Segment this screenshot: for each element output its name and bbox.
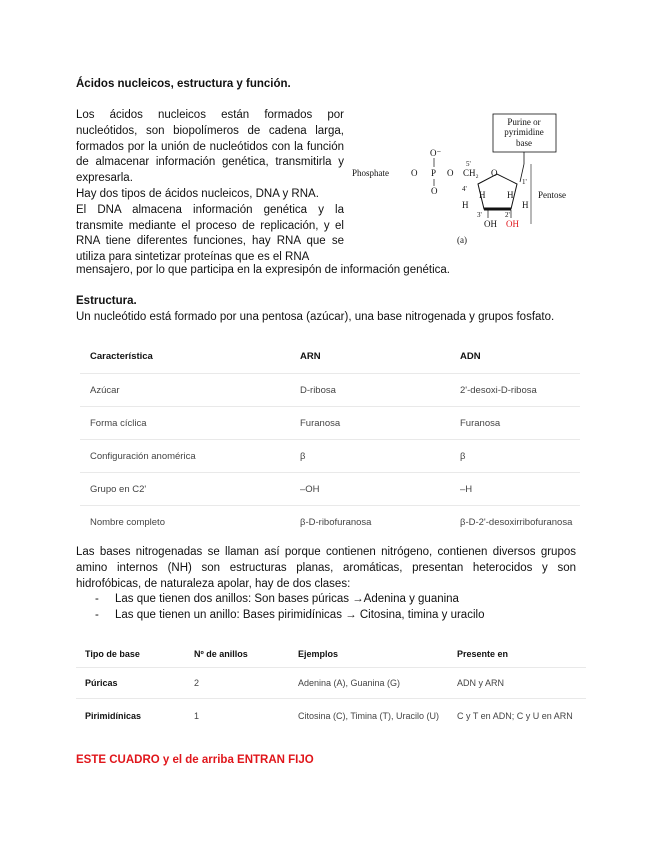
o-bridge-label: O	[447, 168, 454, 178]
table-cell: β-D-ribofuranosa	[290, 506, 450, 539]
c4-label: 4'	[462, 185, 467, 193]
o-bottom-label: O	[431, 186, 438, 196]
list-item	[76, 592, 576, 608]
bullet-dash: -	[95, 609, 99, 622]
table-cell: Forma cíclica	[80, 407, 290, 440]
header-ejemplos: Ejemplos	[298, 648, 339, 659]
bullet-dash: -	[95, 593, 99, 606]
bases-table	[76, 640, 586, 733]
o-minus-label: O⁻	[430, 148, 442, 158]
table-cell: Azúcar	[80, 374, 290, 407]
table-cell: β	[290, 440, 450, 473]
table-cell: Furanosa	[290, 407, 450, 440]
list-item	[76, 608, 576, 624]
table-cell: –H	[450, 473, 580, 506]
table-header-row	[80, 340, 580, 374]
header-numero-anillos: Nº de anillos	[194, 648, 248, 659]
structure-heading: Estructura.	[76, 295, 137, 307]
o-left-label: O	[411, 168, 418, 178]
table-cell: D-ribosa	[290, 374, 450, 407]
table-cell: β-D-2'-desoxirribofuranosa	[450, 506, 580, 539]
h-c2-label: H	[522, 200, 529, 210]
footer-note: ESTE CUADRO y el de arriba ENTRAN FIJO	[76, 754, 314, 766]
table-row	[80, 440, 580, 473]
intro-text-tail: mensajero, por lo que participa en la expresipón de información genética.	[76, 264, 450, 276]
table-row	[80, 473, 580, 506]
table-cell: C y T en ADN; C y U en ARN	[448, 699, 586, 734]
header-arn: ARN	[300, 351, 321, 362]
table-header-row	[76, 640, 586, 668]
table-row	[80, 374, 580, 407]
table-cell: Configuración anomérica	[80, 440, 290, 473]
c1-label: 1'	[522, 178, 527, 186]
table-cell: Púricas	[76, 668, 185, 699]
header-caracteristica: Característica	[90, 351, 153, 362]
header-presente-en: Presente en	[457, 648, 509, 659]
table-cell: 2	[185, 668, 289, 699]
base-box-line2: pyrimidine	[504, 127, 544, 137]
c3-label: 3'	[477, 211, 482, 219]
table-row	[76, 699, 586, 734]
figure-caption: (a)	[457, 235, 467, 245]
header-tipo-de-base: Tipo de base	[85, 648, 140, 659]
h-c1-label: H	[507, 190, 514, 200]
structure-text: Un nucleótido está formado por una pentosa (azúcar), una base nitrogenada y grupos fosfato.	[76, 311, 555, 323]
base-box-line1: Purine or	[507, 117, 541, 127]
intro-text-1: Los ácidos nucleicos están formados por nucleótidos, son biopolímeros de cadena larga, formados por la unión de nucleótidos con la función de almacenar información genética, transmitirla y expresarla.	[76, 109, 344, 185]
table-cell: –OH	[290, 473, 450, 506]
bases-list	[76, 592, 576, 624]
table-row	[76, 668, 586, 699]
bases-section	[76, 545, 576, 624]
list-item-text: Las que tienen un anillo: Bases pirimidínicas → Citosina, timina y uracilo	[115, 609, 485, 622]
h-c3-label: H	[462, 200, 469, 210]
sugar-comparison-table	[80, 340, 580, 538]
base-box-line3: base	[516, 138, 532, 148]
phosphorus-label: P	[431, 168, 437, 178]
list-item-text: Las que tienen dos anillos: Son bases púricas →Adenina y guanina	[115, 593, 459, 606]
table-cell: Furanosa	[450, 407, 580, 440]
c2-label: 2'	[505, 211, 510, 219]
phosphate-label: Phosphate	[352, 168, 389, 178]
table-cell: Adenina (A), Guanina (G)	[289, 668, 448, 699]
ring-o-label: O	[491, 168, 498, 178]
table-cell: 2'-desoxi-D-ribosa	[450, 374, 580, 407]
h-c4-label: H	[479, 190, 486, 200]
nucleotide-diagram	[350, 112, 566, 248]
table-cell: β	[450, 440, 580, 473]
c5-label: 5'	[466, 160, 471, 168]
table-cell: 1	[185, 699, 289, 734]
pentose-label: Pentose	[538, 190, 566, 200]
header-adn: ADN	[460, 351, 481, 362]
intro-paragraph	[76, 108, 344, 266]
table-cell: Citosina (C), Timina (T), Uracilo (U)	[289, 699, 448, 734]
bases-paragraph: Las bases nitrogenadas se llaman así porque contienen nitrógeno, contienen diversos grupos amino internos (NH) son estructuras planas, aromáticas, presentan heterocidos y son hidrofóbicas, de naturaleza apolar, hay de dos clases:	[76, 546, 576, 590]
intro-text-2: Hay dos tipos de ácidos nucleicos, DNA y RNA.	[76, 187, 319, 200]
oh-c2-label: OH	[506, 219, 519, 229]
table-row	[80, 506, 580, 539]
table-row	[80, 407, 580, 440]
ch2-label: CH₂	[463, 168, 479, 178]
intro-text-3: El DNA almacena información genética y la transmite mediante el proceso de replicación, y el RNA tiene diferentes funciones, hay RNA que se utiliza para sintetizar proteínas que es el RNA	[76, 203, 344, 264]
oh-c3-label: OH	[484, 219, 497, 229]
table-cell: Nombre completo	[80, 506, 290, 539]
table-cell: Grupo en C2'	[80, 473, 290, 506]
table-cell: Pirimidínicas	[76, 699, 185, 734]
document-title: Ácidos nucleicos, estructura y función.	[76, 78, 291, 90]
table-cell: ADN y ARN	[448, 668, 586, 699]
